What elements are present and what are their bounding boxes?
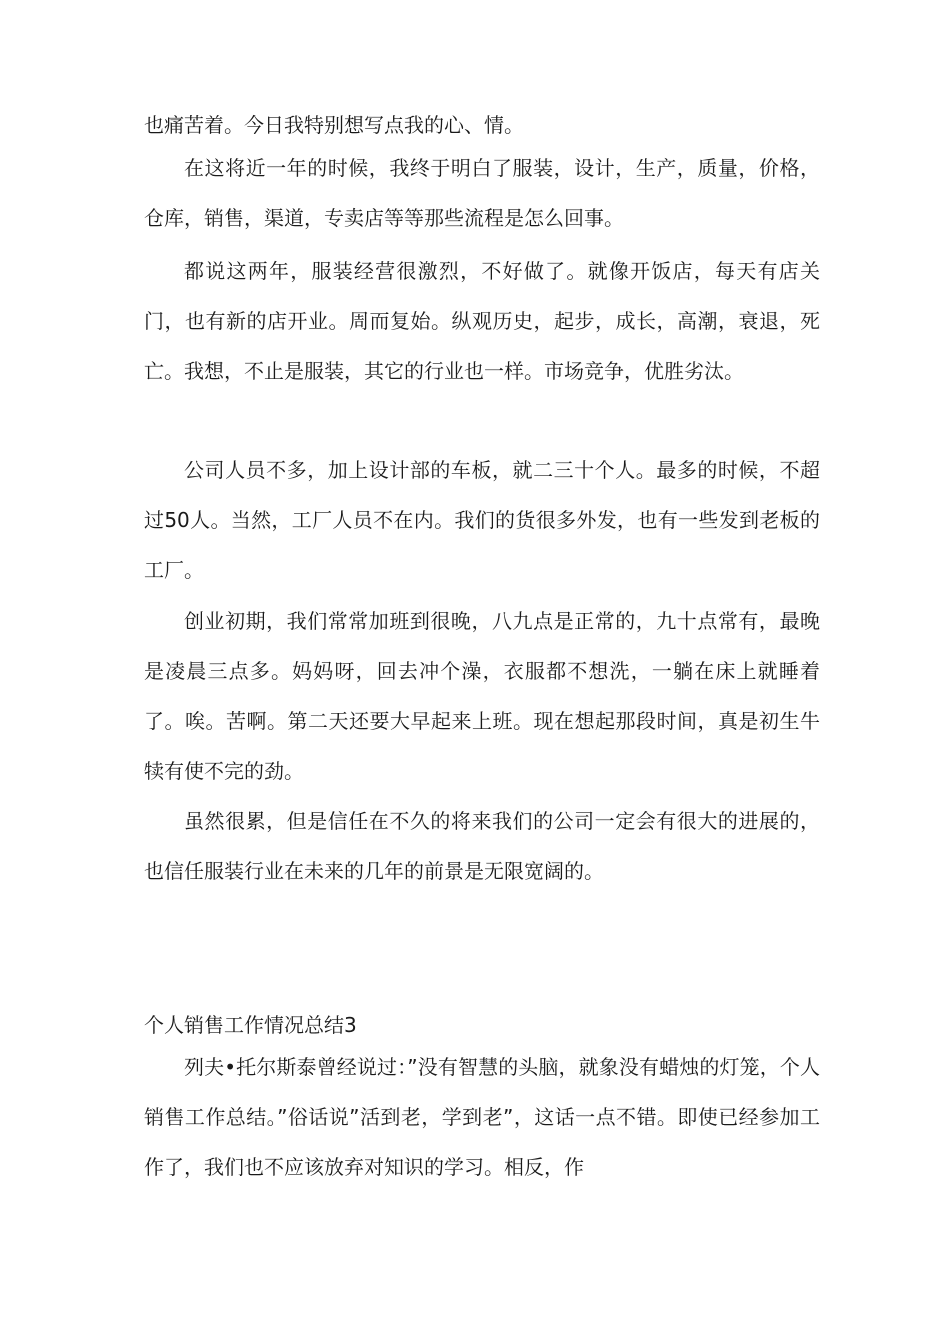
section-title: 个人销售工作情况总结3 — [144, 1013, 357, 1037]
paragraph-tolstoy: 列夫•托尔斯泰曾经说过：”没有智慧的头脑，就象没有蜡烛的灯笼，个人销售工作总结。”俗话说”活到老，学到老”，这话一点不错。即使已经参加工作了，我们也不应该放弃对知识的学习。相反，作 — [144, 1055, 820, 1179]
paragraph-continuation: 也痛苦着。今日我特别想写点我的心、情。 — [144, 113, 524, 137]
paragraph-startup: 创业初期，我们常常加班到很晚，八九点是正常的，九十点常有，最晚是凌晨三点多。妈妈呀，回去冲个澡，衣服都不想洗，一躺在床上就睡着了。唉。苦啊。第二天还要大早起来上班。现在想起那段时间，真是初生牛犊有使不完的劲。 — [144, 609, 820, 783]
paragraph-competition: 都说这两年，服装经营很激烈，不好做了。就像开饭店，每天有店关门，也有新的店开业。周而复始。纵观历史，起步，成长，高潮，衰退，死亡。我想，不止是服装，其它的行业也一样。市场竞争，优胜劣汰。 — [144, 259, 820, 383]
paragraph-process: 在这将近一年的时候，我终于明白了服装，设计，生产，质量，价格，仓库，销售，渠道，专卖店等等那些流程是怎么回事。 — [144, 156, 820, 230]
paragraph-outlook: 虽然很累，但是信任在不久的将来我们的公司一定会有很大的进展的，也信任服装行业在未来的几年的前景是无限宽阔的。 — [144, 809, 820, 883]
paragraph-staff: 公司人员不多，加上设计部的车板，就二三十个人。最多的时候，不超过50人。当然，工厂人员不在内。我们的货很多外发，也有一些发到老板的工厂。 — [144, 458, 820, 582]
